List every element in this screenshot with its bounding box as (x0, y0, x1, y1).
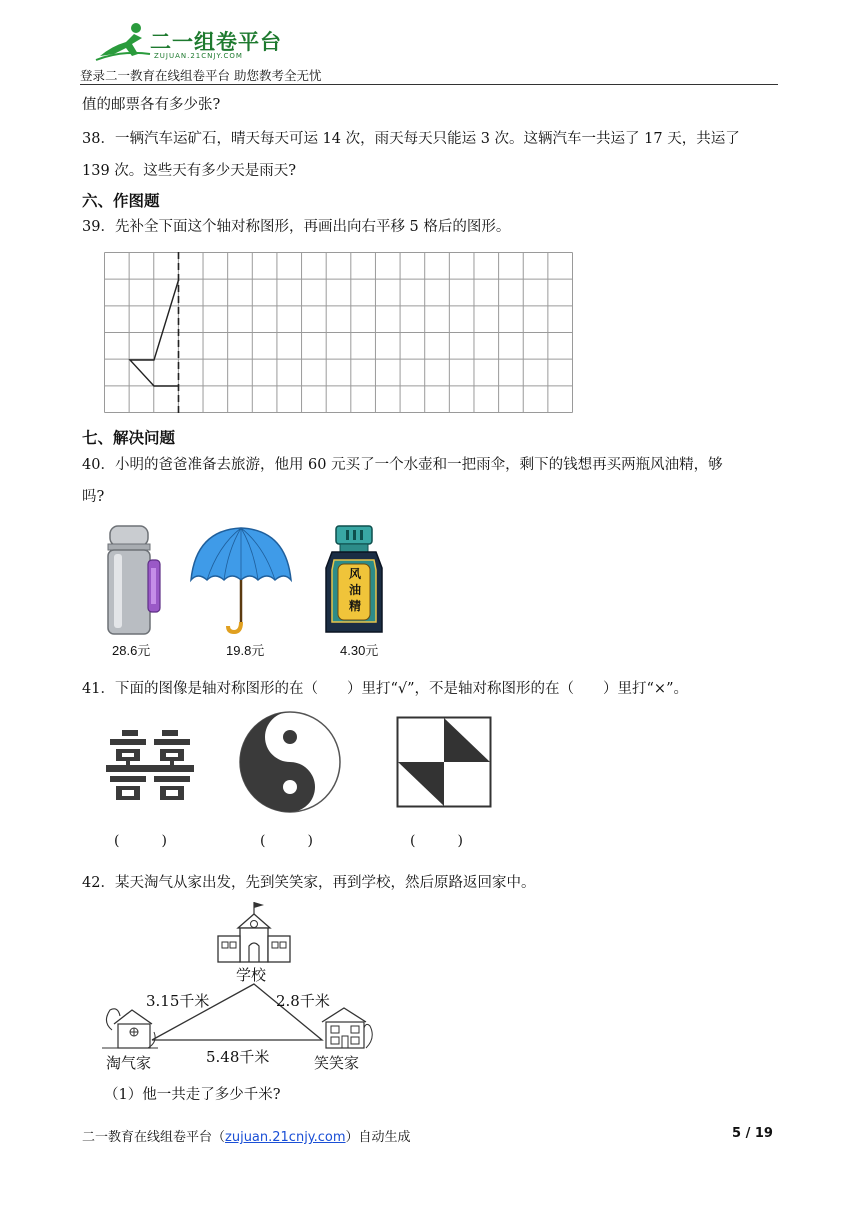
taoqi-house-icon (102, 1002, 158, 1050)
double-happiness-icon (106, 730, 194, 806)
q39-text: 39．先补全下面这个轴对称图形，再画出向右平移 5 格后的图形。 (82, 219, 511, 235)
header-rule (80, 84, 778, 85)
footer-text-a: 二一教育在线组卷平台（ (82, 1130, 226, 1145)
footer-source (82, 1126, 411, 1145)
oil-bottle-label: 风油精 (348, 567, 361, 613)
q40-text-cont: 吗? (82, 489, 105, 505)
q41-blank-3[interactable]: ( ) (410, 833, 463, 849)
school-label: 学校 (236, 966, 267, 984)
q41-blank-2[interactable]: ( ) (260, 833, 313, 849)
logo-subtext: ZUJUAN.21CNJY.COM (154, 52, 243, 60)
footer-text-b: ）自动生成 (345, 1130, 411, 1145)
q39-grid-figure (104, 252, 576, 416)
xiaoxiao-house-icon (318, 1004, 376, 1050)
thermos-price: 28.6元 (112, 643, 151, 658)
taoqi-home-label: 淘气家 (106, 1054, 152, 1072)
xiaoxiao-home-label: 笑笑家 (314, 1054, 360, 1072)
q42-subquestion-1: （1）他一共走了多少千米? (104, 1087, 281, 1103)
grid-lines (105, 253, 573, 413)
yin-yang-icon (238, 710, 342, 814)
q38-text-cont: 139 次。这些天有多少天是雨天? (82, 163, 297, 179)
footer-link[interactable]: zujuan.21cnjy.com (225, 1130, 346, 1145)
distance-home: 5.48千米 (206, 1048, 270, 1066)
umbrella-price: 19.8元 (226, 643, 265, 658)
q41-text: 41．下面的图像是轴对称图形的在（ ）里打“√”，不是轴对称图形的在（ ）里打“×”。 (82, 681, 688, 697)
distance-xiaoxiao-school: 2.8千米 (276, 992, 330, 1010)
logo-text: 二一组卷平台 (150, 30, 282, 54)
q40-text: 40．小明的爸爸准备去旅游，他用 60 元买了一个水壶和一把雨伞，剩下的钱想再买两瓶风油精，够 (82, 457, 723, 473)
q38-text: 38．一辆汽车运矿石，晴天每天可运 14 次，雨天每天只能运 3 次。这辆汽车一共运了 17 天，共运了 (82, 131, 740, 147)
q42-text: 42．某天淘气从家出发，先到笑笑家，再到学校，然后原路返回家中。 (82, 875, 536, 891)
oil-bottle-price: 4.30元 (340, 643, 379, 658)
runner-logo-icon (92, 20, 152, 64)
triangle-square-icon (396, 716, 492, 808)
header-tagline: 登录二一教育在线组卷平台 助您教考全无忧 (80, 68, 322, 83)
school-icon (216, 900, 292, 964)
page-number: 5 / 19 (732, 1126, 773, 1141)
distance-taoqi-school: 3.15千米 (146, 992, 210, 1010)
umbrella-icon (188, 526, 294, 636)
q37-tail-text: 值的邮票各有多少张? (82, 97, 221, 113)
thermos-icon (104, 524, 164, 636)
header-logo (92, 20, 282, 64)
section-title-6: 六、作图题 (82, 192, 160, 210)
q41-blank-1[interactable]: ( ) (114, 833, 167, 849)
section-title-7: 七、解决问题 (82, 429, 176, 447)
